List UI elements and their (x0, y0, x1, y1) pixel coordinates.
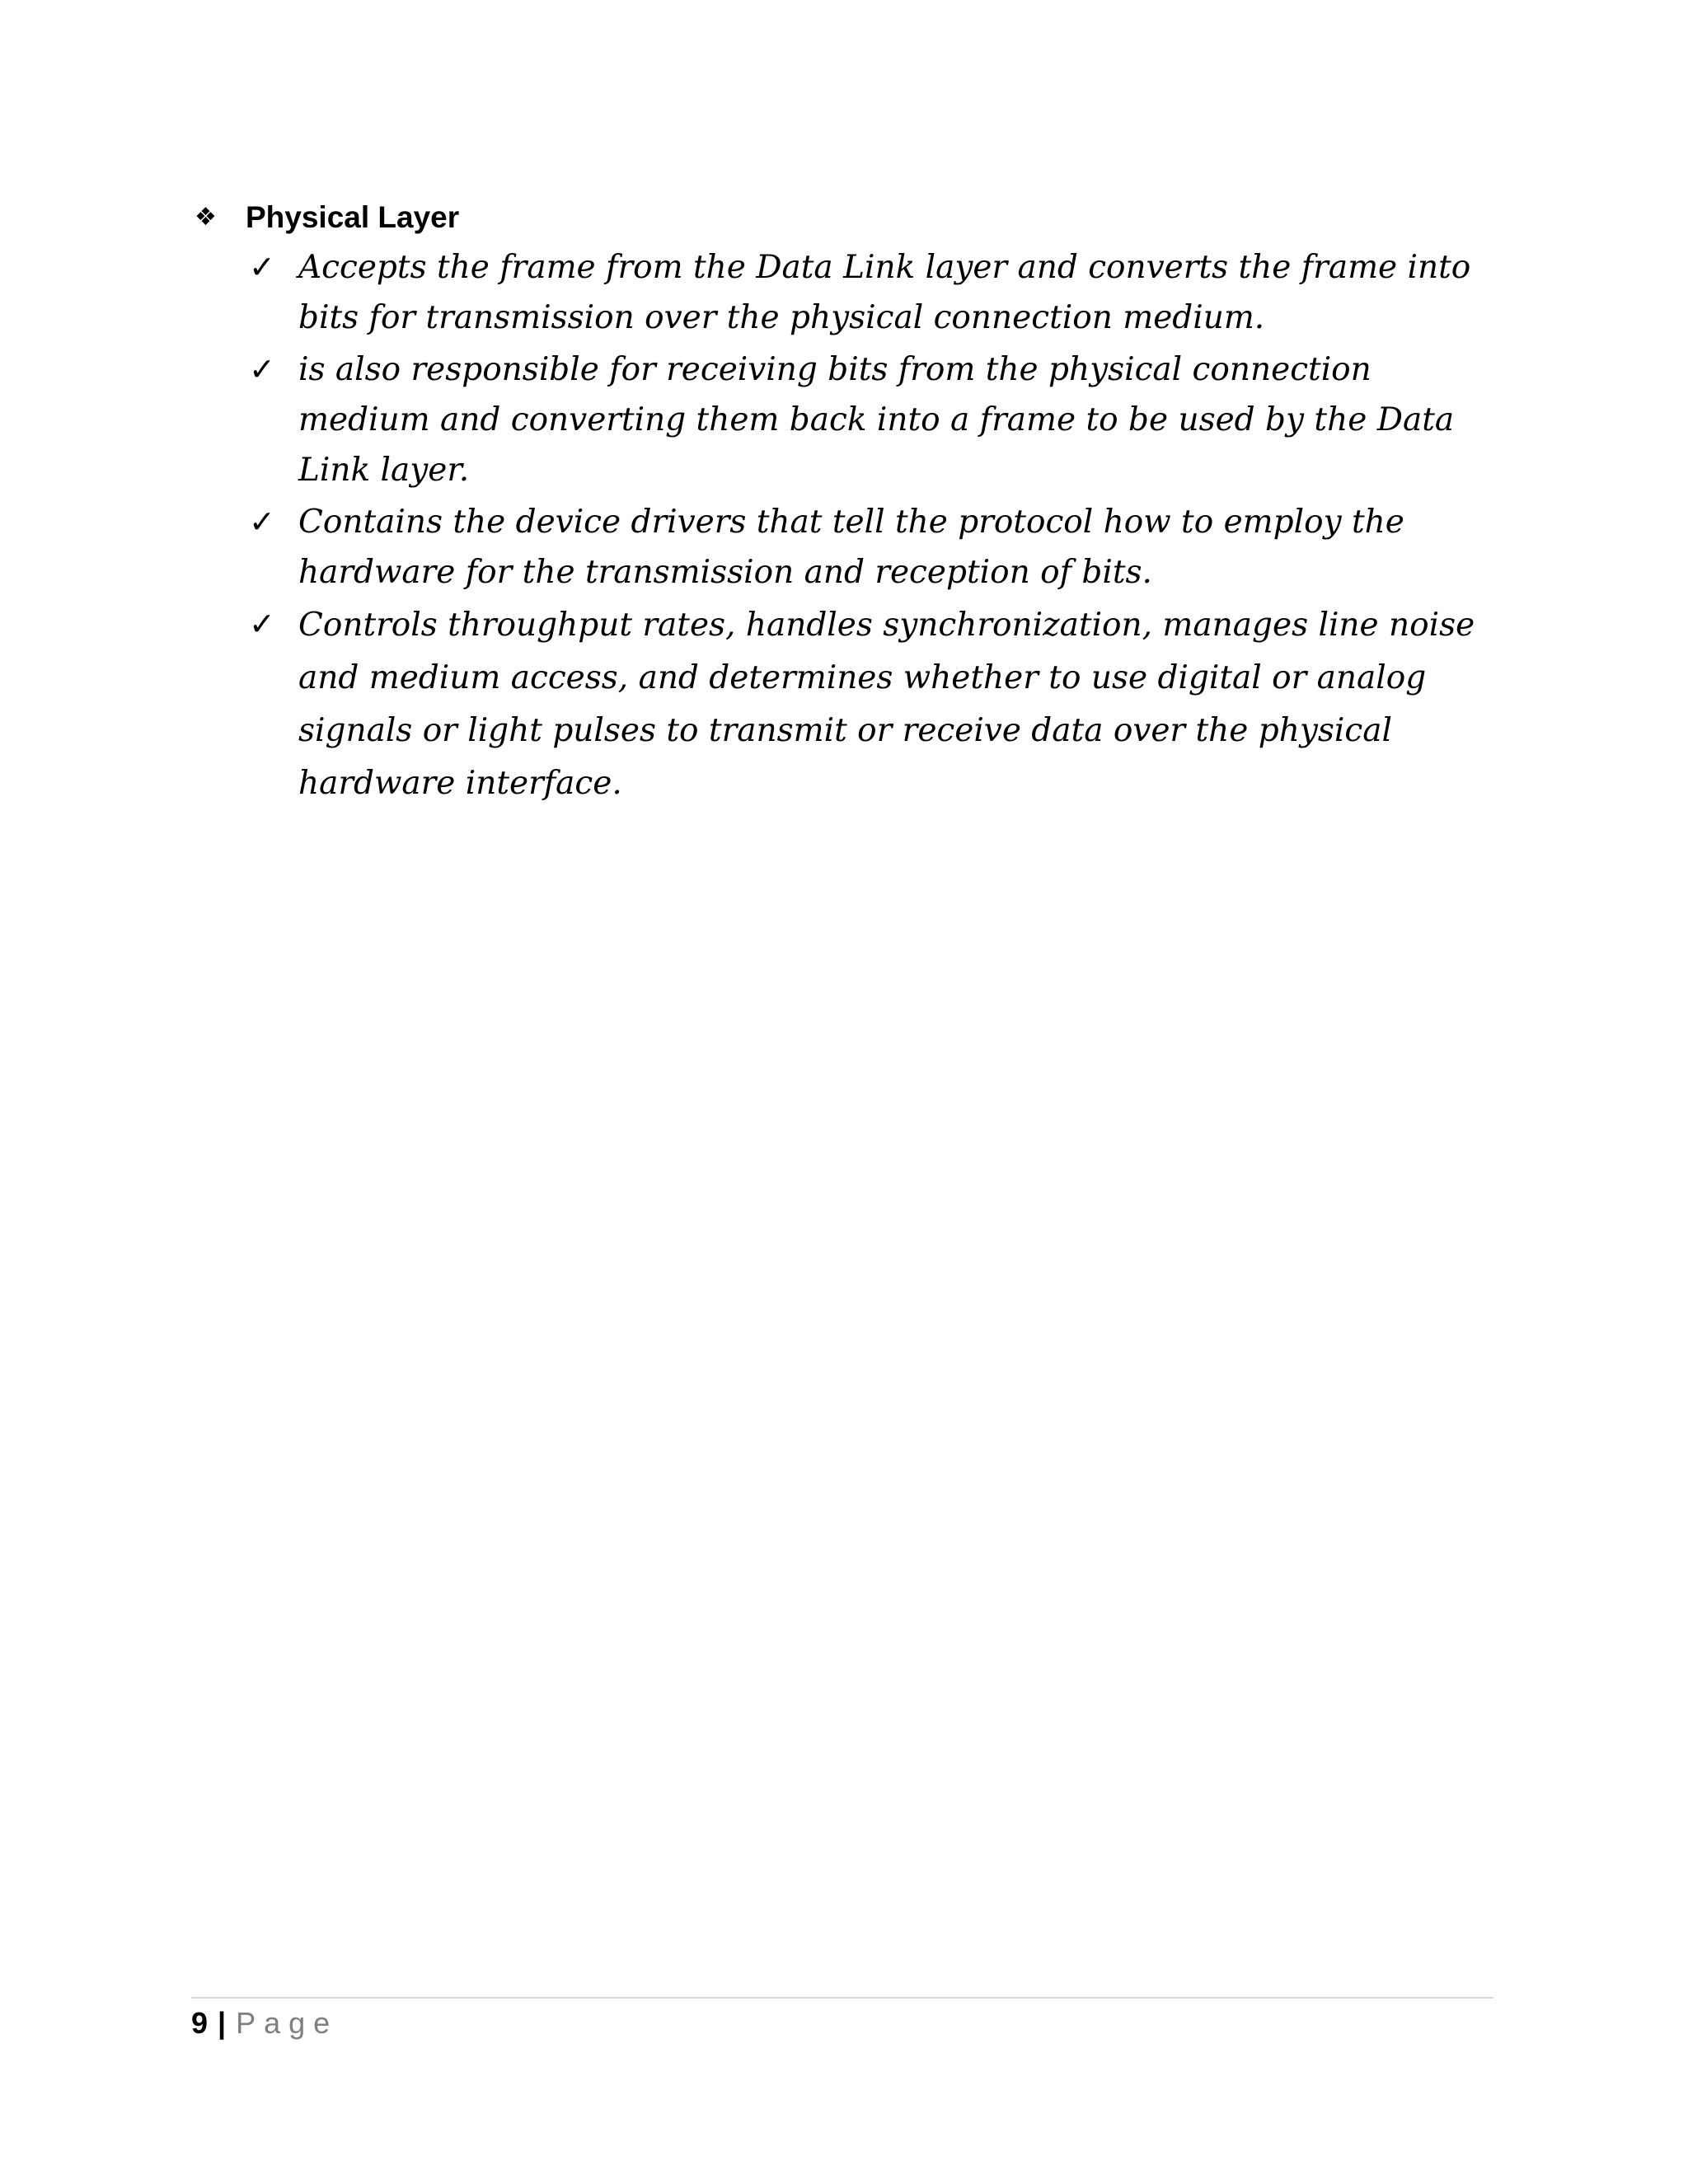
footer-divider (191, 1997, 1493, 1999)
section-heading: Physical Layer (246, 200, 460, 234)
page-separator: | (218, 2006, 227, 2040)
page-footer (191, 2003, 338, 2044)
checkmark-icon: ✓ (249, 504, 275, 540)
diamond-cluster-icon: ❖ (195, 203, 217, 232)
checkmark-icon: ✓ (249, 351, 275, 387)
checklist-item-text: Contains the device drivers that tell the protocol how to employ the hardware for the transmission and reception of bits. (298, 504, 1404, 591)
section-heading-row (191, 198, 1493, 237)
checklist-item (191, 599, 1502, 810)
checklist-item (191, 497, 1502, 598)
checkmark-icon: ✓ (249, 606, 275, 642)
checklist-item (191, 344, 1502, 495)
checklist-item (191, 242, 1502, 343)
checklist-item-text: Accepts the frame from the Data Link layer and converts the frame into bits for transmission over the physical connection medium. (298, 249, 1471, 336)
checkmark-icon: ✓ (249, 249, 275, 285)
page-label: Page (236, 2006, 339, 2040)
checklist-item-text: Controls throughput rates, handles synchronization, manages line noise and medium access, and determines whether to use digital or analog signals or light pulses to transmit or receive data over the physical hardware interface. (298, 607, 1475, 802)
checklist (191, 242, 1493, 810)
physical-layer-section (191, 198, 1493, 810)
page-number: 9 (191, 2006, 209, 2040)
checklist-item-text: is also responsible for receiving bits from the physical connection medium and converting them back into a frame to be used by the Data Link layer. (298, 351, 1455, 489)
